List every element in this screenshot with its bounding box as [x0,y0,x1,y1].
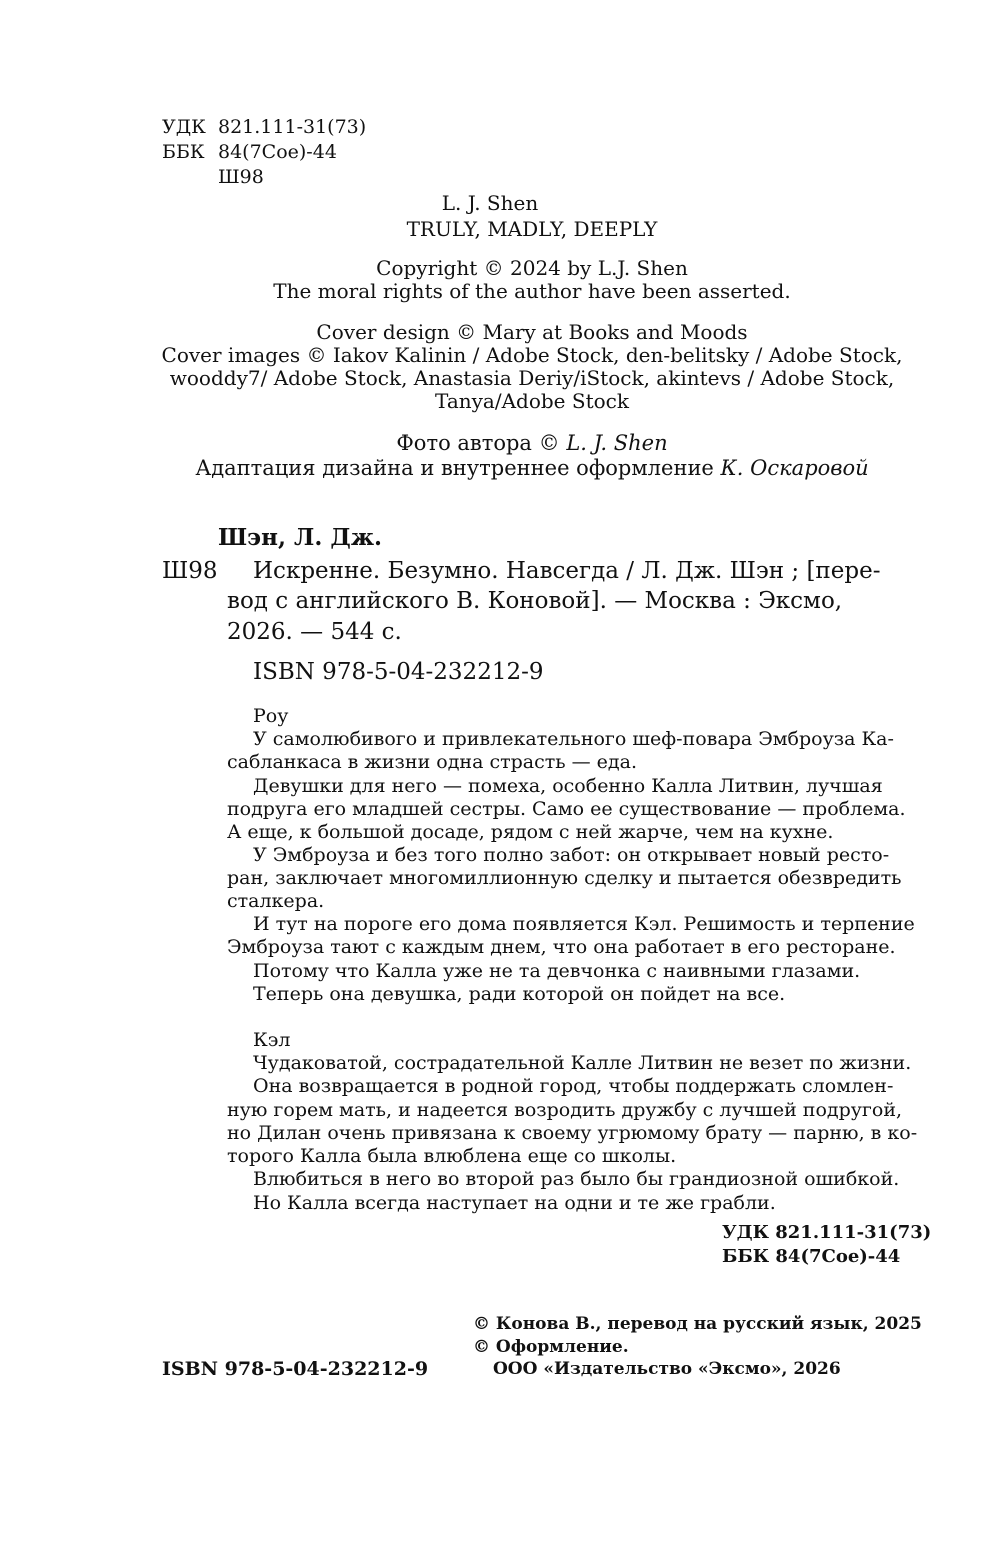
annotation-line: У Эмброуза и без того полно забот: он открывает новый ресто- [253,844,890,866]
publisher-copyright: ООО «Издательство «Эксмо», 2026 [493,1359,841,1379]
annotation-roy-title: Роу [253,705,289,727]
translation-copyright: © Конова В., перевод на русский язык, 2025 [473,1314,922,1334]
udk-value: 821.111-31(73) [218,116,367,138]
original-title: TRULY, MADLY, DEEPLY [406,217,658,241]
copyright-line-2: The moral rights of the author have been asserted. [273,279,791,303]
udk-row [162,116,366,138]
annotation-line: но Дилан очень привязана к своему угрюмому брату — парню, в ко- [227,1122,918,1144]
bbk-label: ББК [162,141,205,163]
annotation-line: торого Калла была влюблена еще со школы. [227,1145,677,1167]
bbk-value: 84(7Сое)-44 [218,141,337,163]
annotation-line: Эмброуза тают с каждым днем, что она работает в его ресторане. [227,936,896,958]
annotation-line: А еще, к большой досаде, рядом с ней жарче, чем на кухне. [227,821,834,843]
cover-line-2: Cover images © Iakov Kalinin / Adobe Stock, den-belitsky / Adobe Stock, [161,343,903,367]
photo-credit [0,431,1000,455]
annotation-line: Потому что Калла уже не та девчонка с наивными глазами. [253,960,861,982]
annotation-line: Влюбиться в него во второй раз было бы грандиозной ошибкой. [253,1168,900,1190]
author-mark: Ш98 [218,166,264,188]
annotation-line: сталкера. [227,890,325,912]
codes-bottom-udk: УДК 821.111-31(73) [722,1222,932,1243]
cover-line-4: Tanya/Adobe Stock [435,389,629,413]
annotation-line: ран, заключает многомиллионную сделку и пытается обезвредить [227,867,902,889]
annotation-line: Она возвращается в родной город, чтобы поддержать сломлен- [253,1075,894,1097]
cover-line-3: wooddy7/ Adobe Stock, Anastasia Deriy/iStock, akintevs / Adobe Stock, [169,366,895,390]
annotation-line: И тут на пороге его дома появляется Кэл. Решимость и терпение [253,913,915,935]
cover-line-1: Cover design © Mary at Books and Moods [316,320,748,344]
annotation-line: Но Калла всегда наступает на одни и те же грабли. [253,1192,776,1214]
record-mark: Ш98 [162,558,218,584]
annotation-line: Девушки для него — помеха, особенно Калла Литвин, лучшая [253,775,883,797]
record-line-2: вод с английского В. Коновой]. — Москва : Эксмо, [227,588,843,614]
annotation-kel-title: Кэл [253,1029,291,1051]
design-credit-name: К. Оскаровой [720,456,869,480]
bbk-row [162,141,337,163]
record-heading: Шэн, Л. Дж. [218,524,383,551]
design-credit-prefix: Адаптация дизайна и внутреннее оформление [195,456,721,480]
record-line-1: Искренне. Безумно. Навсегда / Л. Дж. Шэн ; [пере- [253,558,881,584]
annotation-line: У самолюбивого и привлекательного шеф-повара Эмброуза Ка- [253,728,894,750]
annotation-line: ную горем мать, и надеется возродить дружбу с лучшей подругой, [227,1099,903,1121]
record-isbn: ISBN 978-5-04-232212-9 [253,659,544,685]
annotation-line: сабланкаса в жизни одна страсть — еда. [227,751,637,773]
annotation-line: Чудаковатой, сострадательной Калле Литвин не везет по жизни. [253,1052,912,1074]
photo-credit-name: L. J. Shen [566,431,668,455]
photo-credit-prefix: Фото автора © [396,431,567,455]
design-credit [0,456,1000,480]
annotation-line: подруга его младшей сестры. Само ее существование — проблема. [227,798,906,820]
record-line-3: 2026. — 544 с. [227,619,402,645]
copyright-line-1: Copyright © 2024 by L.J. Shen [376,256,688,280]
design-copyright: © Оформление. [473,1337,629,1357]
codes-bottom-bbk: ББК 84(7Сое)-44 [722,1246,901,1267]
footer-isbn: ISBN 978-5-04-232212-9 [162,1358,429,1380]
annotation-line: Теперь она девушка, ради которой он пойдет на все. [253,983,786,1005]
original-author: L. J. Shen [441,191,539,215]
udk-label: УДК [162,116,206,138]
